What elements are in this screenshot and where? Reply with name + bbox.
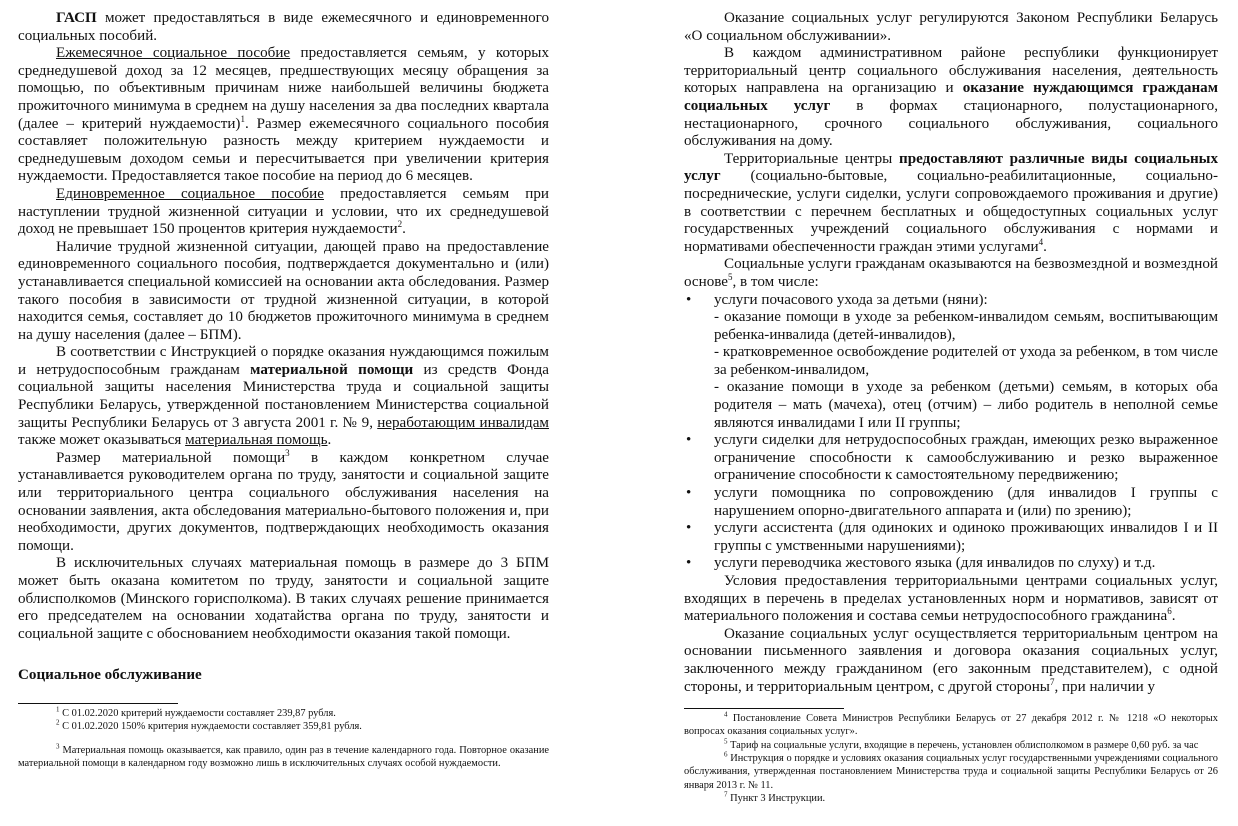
- paragraph-aid-amount: [18, 447, 550, 556]
- footnote-7: [684, 792, 1218, 805]
- text: Оказание социальных услуг осуществляется территориальным центром на основании письменного заявления и договора оказания социальных услуг, заключенного между гражданином (его законным представителем), с одной стороны, и территориальным центром, с другой стороны: [684, 625, 1218, 695]
- footnote-text: Тариф на социальные услуги, входящие в перечень, установлен облисполкомом в размере 0,60 руб. за час: [727, 739, 1199, 751]
- bullet-caregiver: • услуги сиделки для нетрудоспособных граждан, имеющих резко выраженное ограничение способности к самообслуживанию и резко выраженное ограничение способности к самостоятельному передвижению;: [684, 432, 1218, 485]
- footnote-ref: 7: [1049, 676, 1055, 687]
- footnote-6: [684, 752, 1218, 792]
- bullet-nanny: • услуги почасового ухода за детьми (няни):: [684, 292, 1218, 310]
- text: может предоставляться в виде ежемесячного и единовременного социальных пособий.: [18, 10, 549, 44]
- footnote-number: 3: [56, 742, 60, 751]
- footnote-ref: 3: [285, 447, 290, 458]
- footnote-1: [18, 707, 549, 720]
- dash-item-3: - оказание помощи в уходе за ребенком (детьми) семьям, в которых оба родителя – мать (мачеха), отец (отчим) – либо родитель в неполной семье являются инвалидами I или II группы;: [714, 379, 1218, 431]
- underlined-term: Единовременное социальное пособие: [56, 185, 324, 202]
- paragraph-service-types: [684, 151, 1218, 257]
- footnote-text: Материальная помощь оказывается, как правило, один раз в течение календарного года. Повторное оказание материальной помощи в календарном году возможно лишь в исключительных случаях особой нуждаемости.: [18, 744, 549, 769]
- bold-term: предоставляют различные виды социальных услуг: [684, 150, 1219, 185]
- underlined-term: материальная помощь: [185, 432, 328, 449]
- text: в формах стационарного, полустационарного, нестационарного, срочного социального обслуживания, социального обслуживания на дому.: [684, 97, 1218, 150]
- text: .: [1043, 238, 1047, 255]
- paragraph-material-aid: [18, 344, 549, 450]
- paragraph-territorial-center: [684, 45, 1218, 151]
- footnote-number: 4: [724, 710, 728, 719]
- bullet-escort: • услуги помощника по сопровождению (для инвалидов I группы с нарушением опорно-двигательного аппарата и (или) по зрению);: [684, 485, 1218, 520]
- footnote-text: Постановление Совета Министров Республики Беларусь от 27 декабря 2012 г. № 1218 «О некоторых вопросах оказания социальных услуг».: [684, 713, 1218, 738]
- text: .: [1171, 608, 1176, 625]
- footnote-divider: [18, 703, 178, 704]
- footnote-text: Пункт 3 Инструкции.: [727, 792, 826, 804]
- text: Территориальные центры: [724, 150, 899, 167]
- bullet-assistant: • услуги ассистента (для одиноких и одиноко проживающих инвалидов I и II группы с умственными нарушениями);: [684, 520, 1218, 555]
- footnote-number: 2: [56, 718, 60, 727]
- text: , в том числе:: [732, 273, 819, 290]
- dash-item-2: - кратковременное освобождение родителей от ухода за ребенком, в том числе за ребенком-инвалидом,: [714, 344, 1218, 378]
- footnote-number: 1: [56, 705, 60, 714]
- text: также может оказываться: [18, 432, 186, 449]
- footnote-5: [684, 739, 1218, 752]
- footnote-text: С 01.02.2020 150% критерия нуждаемости составляет 359,81 рубля.: [59, 721, 362, 733]
- paragraph-gasp: [18, 10, 549, 45]
- footnote-3: [18, 744, 549, 771]
- paragraph-exceptional-cases: В исключительных случаях материальная помощь в размере до 3 БПМ может быть оказана комитетом по труду, занятости и социальной защите облисполкомов (Минского горисполкома). В таких случаях решение принимается его председателем на основании ходатайства органа по труду, занятости и социальной защите с обоснованием необходимости оказания такой помощи.: [18, 555, 549, 642]
- text: из средств Фонда социальной защиты населения Министерства труда и социальной защиты Республики Беларусь, утвержденной постановлением Министерства социальной защиты Республики Беларусь от 3 августа 2001 г. № 9,: [18, 361, 549, 431]
- text: .: [402, 221, 406, 238]
- text: Размер материальной помощи: [56, 449, 286, 466]
- right-column: [684, 10, 1218, 805]
- footnote-ref: 5: [727, 271, 733, 282]
- text: предоставляется семьям, у которых среднедушевой доход за 12 месяцев, предшествующих месяцу обращения за помощью, по объективным причинам ниже наибольшей величины бюджета прожиточного минимума в среднем на душу населения за два последних квартала (далее – критерий нуждаемости): [18, 45, 549, 132]
- footnote-number: 7: [724, 790, 728, 799]
- paragraph-one-time-allowance: [18, 186, 549, 239]
- footnote-ref: 4: [1038, 236, 1044, 247]
- footnote-text: Инструкция о порядке и условиях оказания социальных услуг государственными учреждениями социального обслуживания, утвержденная постановлением Министерства труда и социальной защиты Республики Беларусь от 26 января 2013 г. № 11.: [684, 753, 1218, 791]
- paragraph-contract: [684, 626, 1218, 696]
- paragraph-monthly-allowance: [18, 45, 549, 186]
- left-column: [18, 10, 549, 770]
- footnote-text: С 01.02.2020 критерий нуждаемости составляет 239,87 рубля.: [59, 707, 336, 719]
- footnote-number: 5: [724, 737, 728, 746]
- text: предоставляется семьям при наступлении трудной жизненной ситуации и условии, что их среднедушевой доход не превышает 150 процентов критерия нуждаемости: [18, 185, 550, 238]
- text: , при наличии у: [1054, 678, 1156, 695]
- text: (социально-бытовые, социально-реабилитационные, социально-посреднические, услуги сиделки, услуги сопровождаемого проживания и другие) в соответствии с перечнем бесплатных и общедоступных социальных услуг государственных учреждений социального обслуживания с нормами и нормативами обеспеченности граждан этими услугами: [684, 168, 1218, 255]
- bold-term: оказание нуждающимся гражданам социальных услуг: [684, 80, 1218, 114]
- text: в каждом конкретном случае устанавливается руководителем органа по труду, занятости и социальной защите или территориального центра социального обслуживания населения на основании заявления, акта обследования материально-бытового положения и, при необходимости, других документов, подтверждающих необходимость оказания помощи.: [18, 449, 550, 554]
- underlined-term: неработающим инвалидам: [377, 414, 549, 431]
- footnote-ref: 2: [397, 219, 403, 230]
- text: В соответствии с Инструкцией о порядке оказания нуждающимся пожилым и нетрудоспособным гражданам: [18, 344, 549, 378]
- footnote-ref: 6: [1167, 606, 1172, 617]
- bold-term: ГАСП: [56, 10, 97, 26]
- paragraph-conditions: [684, 573, 1218, 626]
- footnote-4: [684, 712, 1218, 739]
- paragraph-hardship: Наличие трудной жизненной ситуации, дающей право на предоставление единовременного социального пособия, подтверждается документально и (или) устанавливается специальной комиссией на основании акта обследования. Размер такого пособия в зависимости от трудной жизненной ситуации, в которой находится семья, составляет до 10 бюджетов прожиточного минимума в среднем на душу населения (далее – БПМ).: [18, 238, 549, 343]
- text: . Размер ежемесячного социального пособия составляет положительную разность между критерием нуждаемости и среднедушевым доходом семьи и пересчитывается при увеличении критерия нуждаемости. Предоставляется такое пособие на период до 6 месяцев.: [18, 115, 549, 185]
- paragraph-law: Оказание социальных услуг регулируются Законом Республики Беларусь «О социальном обслуживании».: [684, 10, 1218, 44]
- underlined-term: Ежемесячное социальное пособие: [56, 45, 291, 62]
- paragraph-paid-free: [684, 256, 1218, 291]
- footnote-2: [18, 720, 549, 733]
- dash-item-1: - оказание помощи в уходе за ребенком-инвалидом семьям, воспитывающим ребенка-инвалида (детей-инвалидов),: [714, 309, 1218, 343]
- footnote-number: 6: [724, 750, 728, 759]
- text: Социальные услуги гражданам оказываются на безвозмездной и возмездной основе: [684, 256, 1218, 290]
- bold-term: материальной помощи: [250, 361, 414, 378]
- section-heading: Социальное обслуживание: [18, 667, 202, 684]
- text: .: [327, 432, 332, 449]
- text: В каждом административном районе республики функционирует территориальный центр социального обслуживания населения, деятельность которых направлена на организацию и: [684, 45, 1218, 97]
- footnote-divider: [684, 708, 844, 709]
- footnote-ref: 1: [240, 113, 245, 124]
- bullet-sign-interpreter: • услуги переводчика жестового языка (для инвалидов по слуху) и т.д.: [684, 555, 1218, 573]
- text: Условия предоставления территориальными центрами социальных услуг, входящих в перечень в пределах установленных норм и нормативов, зависят от материального положения и состава семьи нетрудоспособного гражданина: [684, 573, 1218, 625]
